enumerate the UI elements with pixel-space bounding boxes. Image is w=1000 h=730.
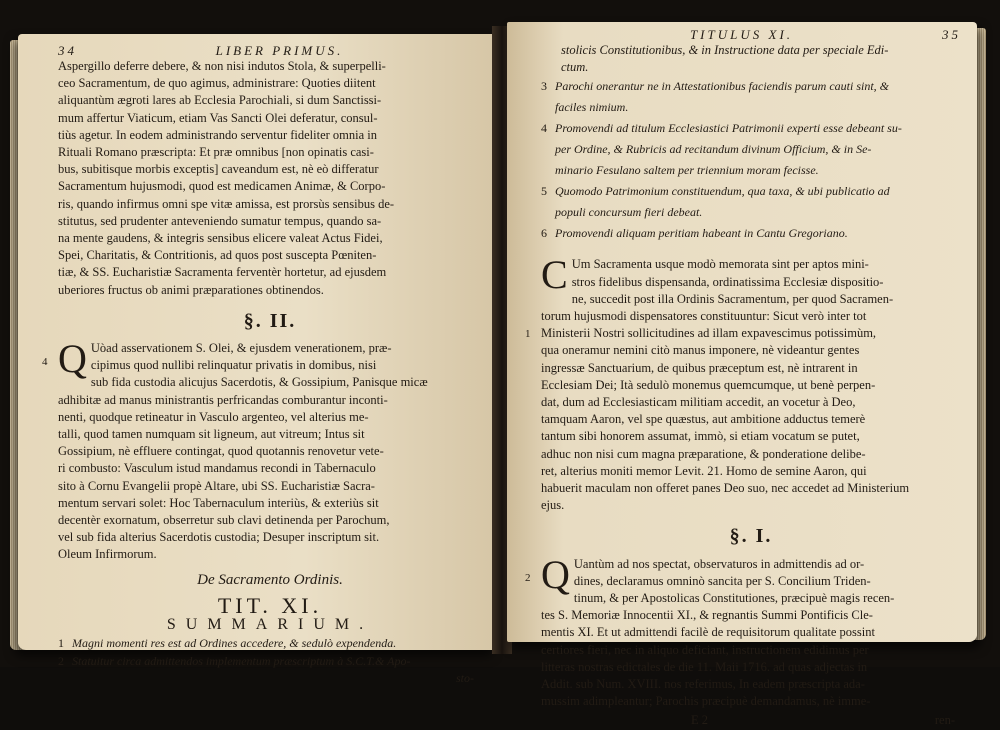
text-line: qua oneramur nemini citò manus imponere, nè videantur gentes [541,343,860,358]
text-line: uberiores fructus ob animi præparationes obtinendos. [58,282,324,297]
summary-list [58,635,482,669]
text-line: mum affertur Viaticum, etiam Vas Sancti Olei deferatur, consul- [58,110,378,125]
text-line: ret, alterius moniti memor Levit. 21. Homo de semine Aaron, qui [541,463,867,478]
text-line: Addit. sub Num. XVIII. nos referimus, In eadem præscripta ada- [541,677,865,692]
section-mark-i: §. I. [729,525,773,548]
text-line: certiores fieri, nec in aliquo deficiant, instructionem edidimus per [541,642,869,657]
right-page [507,22,977,728]
text-line: sub fida custodia alicujus Sacerdotis, & Gossipium, Panisque micæ [90,375,428,390]
text-line: dat, dum ad Ecclesiasticam militiam accedit, an vocetur à Deo, [541,395,856,410]
summary-item-text: Promovendi ad titulum Ecclesiastici Patrimonii experti esse debeant su- [555,121,902,136]
summary-item-text: Magni momenti res est ad Ordines accedere, & sedulò expendenda. [72,636,397,651]
text-line: tamquam Aaron, vel spe quæstus, aut ambitione adductus temerè [541,412,866,427]
text-line: Sacramentum hujusmodi, quod est medicamen Animæ, & Corpo- [58,179,386,194]
summary-item-text: Statuitur circa admittendos implementum præscriptum à S.C.T.& Apo- [72,653,411,668]
right-paragraph-2 [525,551,961,711]
text-line: na mente gaudens, & integris sensibus elicere valeat Actus Fidei, [58,231,383,246]
summary-item-number: 2 [58,653,64,668]
left-page-number: 34 [58,43,77,58]
text-line: ris, quando infirmus omni spe vitæ amissa, est prorsùs sensibus de- [58,196,395,211]
right-running-head: TITULUS XI. [689,27,794,42]
summary-continuation [541,42,961,76]
text-line: cipimus quod nullibi relinquatur privatis in domibus, nisi [90,358,377,373]
summarium-heading: SUMMARIUM. [166,616,374,634]
right-paragraph-1 [525,252,961,514]
summary-item [541,118,961,139]
text-line: ctum. [561,60,589,75]
right-page-number: 35 [942,27,961,42]
summary-item-number: 5 [541,184,547,199]
section-mark-ii: §. II. [243,309,297,332]
text-line: Uòad asservationem S. Olei, & ejusdem venerationem, præ- [90,341,392,356]
summary-item-number: 1 [58,636,64,651]
text-line: tantum sibi honorem assumat, immò, si etiam vocatum se putet, [541,429,860,444]
summary-item [541,139,961,160]
summary-item-text: populi concursum fieri debeat. [555,205,703,220]
text-line: tiùs agetur. In eodem administrando serventur fideliter omnia in [58,127,378,142]
text-line: ceo Sacramentum, de quo agimus, administrare: Quoties diitent [58,76,376,91]
drop-initial: Q [541,551,570,597]
text-line: Rituali Romano præscripta: Et præ omnibus [non opinatis casi- [58,145,374,160]
summary-item-text: per Ordine, & Rubricis ad recitandum divinum Officium, & in Se- [555,142,872,157]
title-tit-xi: TIT. XI. [217,592,323,618]
summary-item-number: 6 [541,226,547,241]
signature-mark: E 2 [691,713,709,728]
summary-item-text: minario Fesulano saltem per triennium moram fecisse. [555,163,819,178]
text-line: ejus. [541,498,565,513]
summary-item-number: 4 [541,121,547,136]
text-line: stolicis Constitutionibus, & in Instructione data per speciale Edi- [561,43,889,57]
summary-item-text: Parochi onerantur ne in Attestationibus faciendis parum cauti sint, & [555,79,889,94]
text-line: mentum servari solet: Hoc Tabernaculum interiùs, & exteriùs sit [58,495,379,510]
text-line: Oleum Infirmorum. [58,547,157,562]
summary-item [541,181,961,202]
text-line: dines, declaramus omninò sancita per S. Concilium Triden- [573,573,871,588]
summary-item-text: Quomodo Patrimonium constituendum, qua taxa, & ubi publicatio ad [555,184,890,199]
text-line: stitutus, sed prudenter anteveniendo sumatur tempus, quando sa- [58,213,382,228]
right-running-header [541,26,961,42]
text-line: aliquantùm ægroti lares ab Ecclesia Parochiali, si dum Sanctissi- [58,93,382,108]
summary-item-text: faciles nimium. [555,100,629,115]
left-paragraph-2 [42,336,482,564]
text-line: mentis XI. Et ut admittendi facilè de requisitorum qualitate possint [541,625,875,640]
text-line: bus, subitisque morbis exceptis] caveandum est, nè eò differatur [58,162,379,177]
text-line: torum hujusmodi dispensatores constituuntur: Sicut verò inter tot [541,309,867,324]
summary-item [541,97,961,118]
summary-item [541,160,961,181]
summary-item-text: Promovendi aliquam peritiam habeant in Cantu Gregoriano. [555,226,848,241]
left-page [18,34,496,685]
text-line: tiæ, & SS. Eucharistiæ Sacramenta ferventèr hortetur, ad ejusdem [58,265,387,280]
text-line: Gossipium, nè effluere contingat, quod quotannis renovetur vete- [58,444,384,459]
catchword: sto- [456,670,474,685]
text-line: adhuc non nisi cum magna præparatione, & ponderatione delibe- [541,446,866,461]
text-line: Uantùm ad nos spectat, observaturos in admittendis ad or- [573,556,865,571]
margin-number: 1 [525,328,531,341]
text-line: ri combusto: Vasculum istud mandamus recondi in Tabernaculo [58,461,376,476]
text-line: sito à Cornu Evangelii propè Altare, ubi SS. Eucharistiæ Sacra- [58,478,375,493]
text-line: mussim adimpleantur; Parochis præcipuè demandamus, nè imme- [541,694,871,709]
summary-item-number: 3 [541,79,547,94]
summary-item [541,202,961,223]
text-line: Ministerii Nostri sollicitudines ad illam expavescimus potissimùm, [541,326,877,341]
text-line: talli, quod tamen numquam sit ligneum, aut vitreum; Intus sit [58,427,365,442]
text-line: stros fidelibus dispensanda, ordinatissima Ecclesiæ dispositio- [571,274,884,289]
text-line: litteras nostras edictales de die 11. Maii 1716. ad quas adjectas in [541,659,868,674]
summary-item [541,223,961,244]
text-line: tinum, & per Apostolicas Constitutiones, præcipuè magis recen- [573,591,895,606]
left-running-header [58,42,482,58]
text-line: decentèr exornatum, obserretur sub clavi detinenda per Parochum, [58,513,390,528]
summary-item [58,635,482,652]
catchword: ren- [934,713,955,728]
text-line: tes S. Memoriæ Innocentii XI., & regnantis Summi Pontificis Cle- [541,608,873,623]
summary-item [541,76,961,97]
text-line: vel sub fida alterius Sacerdotis custodia; Desuper inscriptum sit. [58,530,380,545]
summary-list-right [541,76,961,244]
text-line: ingressæ Sanctuarium, de quibus præceptum est, nè intrarent in [541,360,858,375]
left-page-text [42,42,482,687]
text-line: Ecclesiam Dei; Ità sedulò monemus quemcumque, ut benè perpen- [541,377,876,392]
text-line: nenti, quodque retineatur in Vasculo argenteo, vel alterius me- [58,409,369,424]
text-line: ne, succedit post illa Ordinis Sacramentum, per quod Sacramen- [571,291,894,306]
section-heading: De Sacramento Ordinis. [197,571,343,588]
text-line: Um Sacramenta usque modò memorata sint per aptos mini- [571,257,869,272]
drop-initial: Q [58,336,87,382]
text-line: adhibitæ ad manus ministrantis perfricandas comburantur inconti- [58,392,388,407]
margin-number: 4 [42,356,48,369]
right-page-text [525,26,961,730]
left-running-head: LIBER PRIMUS. [215,43,344,58]
summary-item [58,653,482,670]
drop-initial: C [541,252,568,298]
left-paragraph-1 [58,58,482,299]
margin-number: 2 [525,571,531,584]
text-line: Spei, Charitatis, & Contritionis, ad quos post suscepta Pœniten- [58,248,377,263]
text-line: habuerit maculam non offeret panes Deo suo, nec accedet ad Ministerium [541,481,910,496]
text-line: Aspergillo deferre debere, & non nisi indutos Stola, & superpelli- [58,59,386,73]
